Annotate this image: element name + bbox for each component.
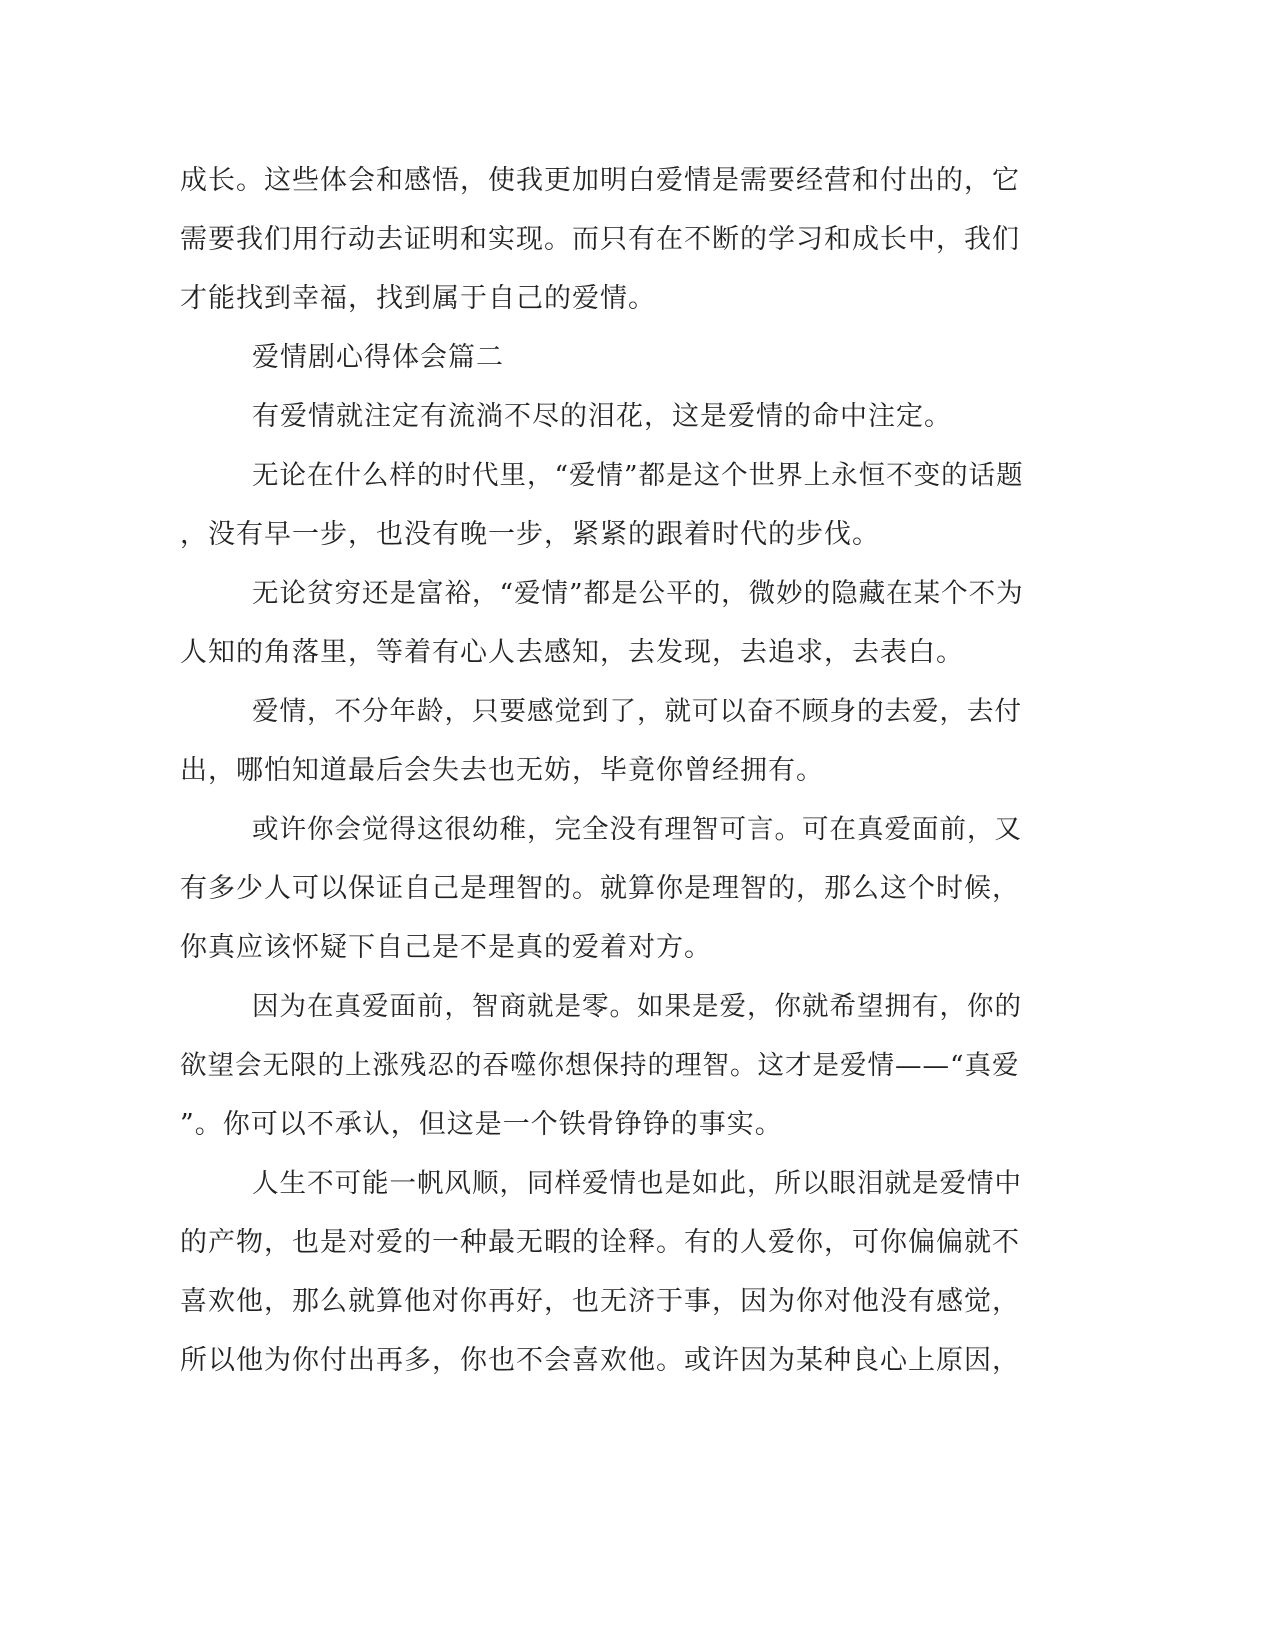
text-line: 成长。这些体会和感悟，使我更加明白爱情是需要经营和付出的，它 — [180, 165, 1020, 196]
text-line: 无论在什么样的时代里，“爱情”都是这个世界上永恒不变的话题 — [252, 460, 1024, 491]
text-line: 喜欢他，那么就算他对你再好，也无济于事，因为你对他没有感觉， — [180, 1286, 1020, 1317]
text-line: 或许你会觉得这很幼稚，完全没有理智可言。可在真爱面前，又 — [252, 814, 1022, 845]
text-line: 所以他为你付出再多，你也不会喜欢他。或许因为某种良心上原因， — [180, 1345, 1020, 1376]
text-line: ，没有早一步，也没有晚一步，紧紧的跟着时代的步伐。 — [180, 519, 880, 550]
text-line: 无论贫穷还是富裕，“爱情”都是公平的，微妙的隐藏在某个不为 — [252, 578, 1024, 609]
text-line: 才能找到幸福，找到属于自己的爱情。 — [180, 283, 656, 314]
text-line: 人知的角落里，等着有心人去感知，去发现，去追求，去表白。 — [180, 637, 964, 668]
text-line: 人生不可能一帆风顺，同样爱情也是如此，所以眼泪就是爱情中 — [252, 1168, 1022, 1199]
text-line: 因为在真爱面前，智商就是零。如果是爱，你就希望拥有，你的 — [252, 991, 1022, 1022]
text-line: 有爱情就注定有流淌不尽的泪花，这是爱情的命中注定。 — [252, 401, 952, 432]
text-line: 有多少人可以保证自己是理智的。就算你是理智的，那么这个时候， — [180, 873, 1020, 904]
text-line: 需要我们用行动去证明和实现。而只有在不断的学习和成长中，我们 — [180, 224, 1020, 255]
text-line: 欲望会无限的上涨残忍的吞噬你想保持的理智。这才是爱情——“真爱 — [180, 1050, 1020, 1081]
text-line: 出，哪怕知道最后会失去也无妨，毕竟你曾经拥有。 — [180, 755, 824, 786]
text-line: 的产物，也是对爱的一种最无暇的诠释。有的人爱你，可你偏偏就不 — [180, 1227, 1020, 1258]
text-line: 你真应该怀疑下自己是不是真的爱着对方。 — [180, 932, 712, 963]
text-line: ”。你可以不承认，但这是一个铁骨铮铮的事实。 — [180, 1109, 783, 1140]
text-line: 爱情，不分年龄，只要感觉到了，就可以奋不顾身的去爱，去付 — [252, 696, 1022, 727]
section-heading: 爱情剧心得体会篇二 — [252, 342, 504, 373]
